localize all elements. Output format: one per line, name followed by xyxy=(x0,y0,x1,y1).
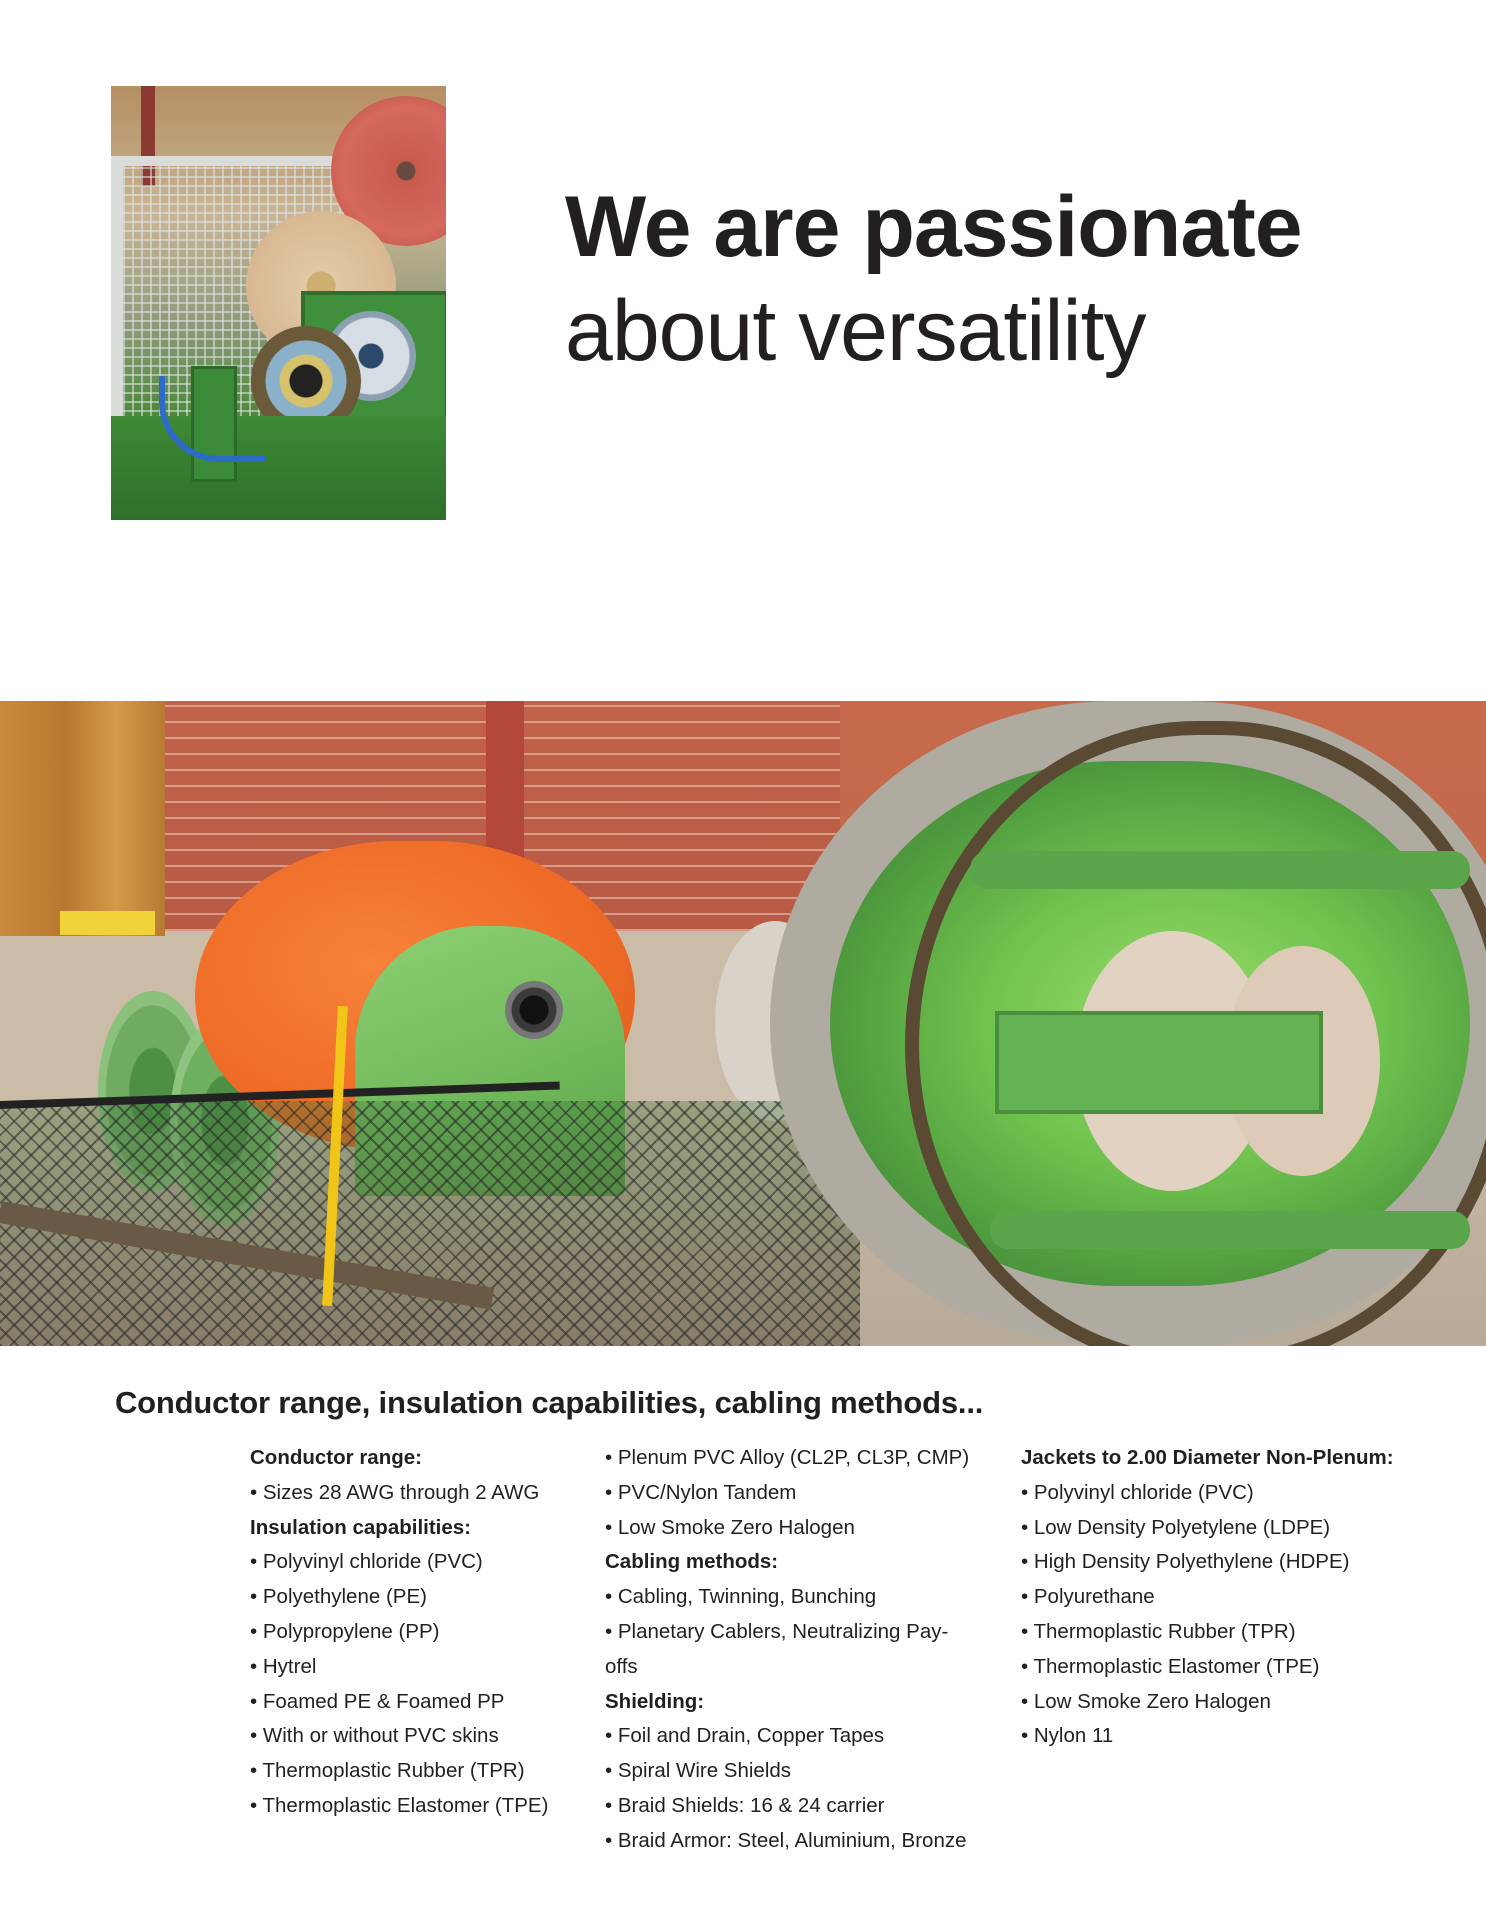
col3-line: Jackets to 2.00 Diameter Non-Plenum: xyxy=(1021,1446,1394,1469)
col3-line: • Polyurethane xyxy=(1021,1585,1155,1609)
photo-machine-base xyxy=(111,416,446,520)
headline-line-2: about versatility xyxy=(565,283,1146,379)
section-title: Conductor range, insulation capabilities, cabling methods... xyxy=(115,1385,984,1420)
col3-line: • Low Smoke Zero Halogen xyxy=(1021,1689,1271,1713)
col3-line: • Polyvinyl chloride (PVC) xyxy=(1021,1480,1254,1504)
cabling-machine-photo xyxy=(111,86,446,520)
col2-line: • Braid Shields: 16 & 24 carrier xyxy=(605,1793,885,1817)
col2-line: • Plenum PVC Alloy (CL2P, CL3P, CMP) xyxy=(605,1446,970,1469)
col3-line: • Nylon 11 xyxy=(1021,1724,1114,1748)
column-1 xyxy=(250,1441,590,1824)
column-2 xyxy=(605,1441,1005,1859)
column-3 xyxy=(1021,1441,1481,1754)
col3-line: • Thermoplastic Elastomer (TPE) xyxy=(1021,1654,1320,1678)
col3-line: • High Density Polyethylene (HDPE) xyxy=(1021,1550,1350,1574)
col2-line: • Planetary Cablers, Neutralizing Pay- xyxy=(605,1619,949,1643)
headline xyxy=(565,175,1302,383)
col1-line: • Polyethylene (PE) xyxy=(250,1585,427,1609)
factory-machinery-photo xyxy=(0,701,1486,1346)
col1-line: • Thermoplastic Rubber (TPR) xyxy=(250,1759,525,1783)
photo-nozzle xyxy=(505,981,563,1039)
photo-bracket xyxy=(995,1011,1323,1114)
col2-line: offs xyxy=(605,1654,638,1678)
col2-line: Cabling methods: xyxy=(605,1550,779,1574)
col3-line: • Thermoplastic Rubber (TPR) xyxy=(1021,1619,1296,1643)
col1-line: • Hytrel xyxy=(250,1654,317,1678)
col1-line: • Foamed PE & Foamed PP xyxy=(250,1689,505,1713)
col1-line: Conductor range: xyxy=(250,1446,422,1469)
col2-line: • Spiral Wire Shields xyxy=(605,1759,792,1783)
col1-line: • Sizes 28 AWG through 2 AWG xyxy=(250,1480,540,1504)
col3-line: • Low Density Polyetylene (LDPE) xyxy=(1021,1515,1331,1539)
col1-line: • With or without PVC skins xyxy=(250,1724,499,1748)
photo-shaft-1 xyxy=(970,851,1470,889)
col2-line: • Braid Armor: Steel, Aluminium, Bronze xyxy=(605,1828,967,1852)
col2-line: • Low Smoke Zero Halogen xyxy=(605,1515,855,1539)
col1-line: • Polypropylene (PP) xyxy=(250,1619,440,1643)
col1-line: • Thermoplastic Elastomer (TPE) xyxy=(250,1793,549,1817)
col2-line: • PVC/Nylon Tandem xyxy=(605,1480,797,1504)
col2-line: • Foil and Drain, Copper Tapes xyxy=(605,1724,885,1748)
photo-shaft-2 xyxy=(990,1211,1470,1249)
headline-line-1: We are passionate xyxy=(565,179,1302,275)
photo-yellow-bar xyxy=(60,911,155,935)
photo-wood-door xyxy=(0,701,165,936)
col2-line: • Cabling, Twinning, Bunching xyxy=(605,1585,877,1609)
col2-line: Shielding: xyxy=(605,1689,705,1713)
col1-line: • Polyvinyl chloride (PVC) xyxy=(250,1550,483,1574)
col1-line: Insulation capabilities: xyxy=(250,1515,471,1539)
